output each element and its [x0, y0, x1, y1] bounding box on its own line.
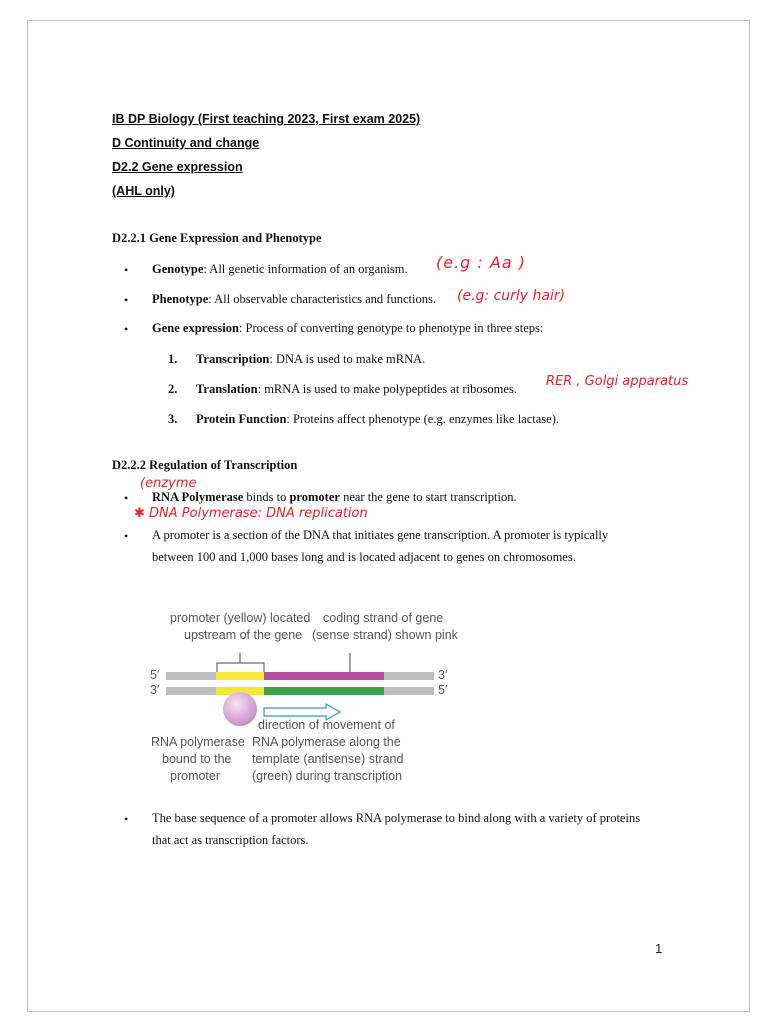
step-transcription: Transcription: DNA is used to make mRNA. — [196, 352, 426, 366]
coding-label-line2: (sense strand) shown pink — [312, 628, 458, 642]
bullet-marker: • — [124, 293, 129, 307]
promoter-diagram — [140, 605, 480, 795]
top-strand-promoter — [216, 672, 264, 680]
level-note: (AHL only) — [112, 184, 175, 198]
step-number: 3. — [168, 412, 178, 426]
handwritten-translation-note: RER , Golgi apparatus — [546, 374, 689, 389]
transcription-factors-line1: The base sequence of a promoter allows RNA polymerase to bind along with a variety of proteins — [152, 811, 641, 825]
rnap-label-line2: bound to the — [162, 752, 232, 766]
direction-label-line4: (green) during transcription — [252, 769, 403, 783]
bullet-marker: • — [124, 263, 129, 277]
strand-end-label: 3′ — [438, 668, 448, 682]
handwritten-phenotype-note: (e.g: curly hair) — [457, 288, 566, 304]
rna-polymerase-shape — [223, 692, 257, 726]
bullet-marker: • — [124, 812, 129, 826]
section-title-d222: D2.2.2 Regulation of Transcription — [112, 458, 298, 472]
handwritten-dna-polymerase-note: ✱ DNA Polymerase: DNA replication — [134, 506, 368, 521]
bottom-strand-grey-left — [166, 687, 216, 695]
step-protein-function: Protein Function: Proteins affect phenotype (e.g. enzymes like lactase). — [196, 412, 559, 426]
course-title: IB DP Biology (First teaching 2023, First exam 2025) — [112, 112, 421, 126]
top-strand-grey-right — [384, 672, 434, 680]
direction-label-line3: template (antisense) strand — [252, 752, 404, 766]
transcription-factors-line2: that act as transcription factors. — [152, 833, 309, 847]
rnap-label-line3: promoter — [170, 769, 221, 783]
step-number: 1. — [168, 352, 178, 366]
rnap-label-line1: RNA polymerase — [151, 735, 245, 749]
page-number: 1 — [655, 941, 663, 956]
subtopic-title: D2.2 Gene expression — [112, 160, 243, 174]
promoter-definition-line2: between 100 and 1,000 bases long and is located adjacent to genes on chromosomes. — [152, 550, 576, 564]
promoter-definition-line1: A promoter is a section of the DNA that initiates gene transcription. A promoter is typically — [152, 528, 609, 542]
promoter-label-line2: upstream of the gene — [184, 628, 303, 642]
phenotype-bullet — [152, 292, 436, 307]
genotype-term: Genotype — [152, 262, 204, 276]
topic-title: D Continuity and change — [112, 136, 260, 150]
section-title-d221: D2.2.1 Gene Expression and Phenotype — [112, 231, 322, 245]
top-strand-grey-left — [166, 672, 216, 680]
phenotype-text: : All observable characteristics and functions. — [208, 292, 436, 306]
strand-end-label: 3′ — [150, 683, 160, 697]
rna-polymerase-bullet: RNA Polymerase binds to promoter near the gene to start transcription. — [152, 490, 517, 504]
template-strand-green — [264, 687, 384, 695]
coding-label-line1: coding strand of gene — [323, 611, 444, 625]
phenotype-term: Phenotype — [152, 292, 209, 306]
strand-end-label: 5′ — [438, 683, 448, 697]
bullet-marker: • — [124, 322, 129, 336]
promoter-label-line1: promoter (yellow) located — [170, 611, 311, 625]
bullet-marker: • — [124, 491, 129, 505]
bullet-marker: • — [124, 529, 129, 543]
step-translation: Translation: mRNA is used to make polypeptides at ribosomes. — [196, 382, 517, 396]
step-number: 2. — [168, 382, 178, 396]
strand-end-label: 5′ — [150, 668, 160, 682]
handwritten-enzyme-note: (enzyme — [140, 476, 197, 491]
genotype-text: : All genetic information of an organism. — [203, 262, 408, 276]
gene-expression-bullet — [152, 321, 543, 336]
gene-expression-text: : Process of converting genotype to phenotype in three steps: — [238, 321, 544, 335]
direction-label-line1: direction of movement of — [258, 718, 395, 732]
gene-expression-term: Gene expression — [152, 321, 239, 335]
coding-strand-pink — [264, 672, 384, 680]
bottom-strand-grey-right — [384, 687, 434, 695]
genotype-bullet — [152, 262, 408, 277]
direction-label-line2: RNA polymerase along the — [252, 735, 401, 749]
handwritten-genotype-note: (e.g : Aa ) — [436, 253, 526, 272]
